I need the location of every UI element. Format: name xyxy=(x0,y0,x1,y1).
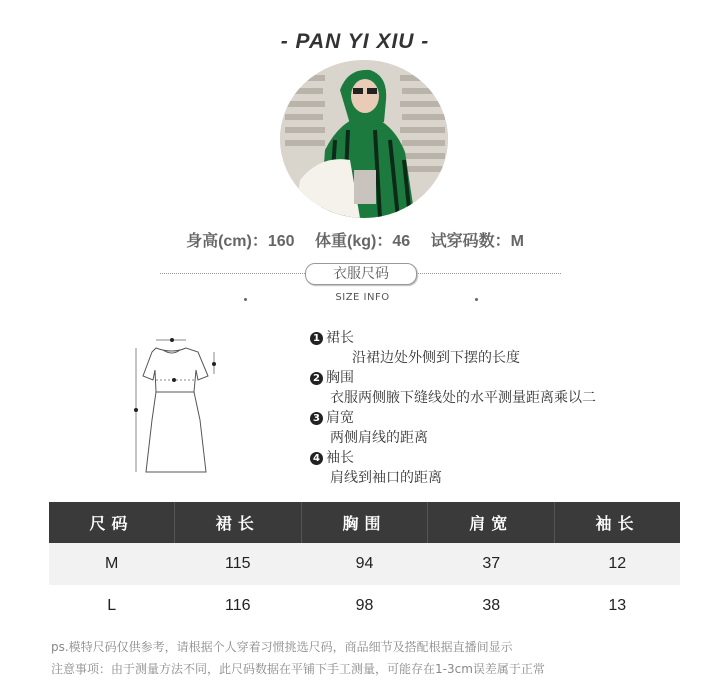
cell-shoulder: 37 xyxy=(428,543,555,585)
cell-size: L xyxy=(107,597,117,614)
table-row xyxy=(49,543,680,585)
note-2-title xyxy=(310,368,596,388)
size-table xyxy=(49,502,680,627)
footer-note-1: ps.模特尺码仅供参考，请根据个人穿着习惯挑选尺码，商品细节及搭配根据直播间显示 xyxy=(51,640,513,654)
note-3-title xyxy=(310,408,596,428)
col-length: 裙长 xyxy=(174,502,301,543)
model-stats xyxy=(0,228,710,251)
divider-right xyxy=(416,273,561,274)
note-label: 袖长 xyxy=(326,450,354,466)
note-2-desc: 衣服两侧腋下缝线处的水平测量距离乘以二 xyxy=(330,390,596,406)
table-row xyxy=(49,585,680,627)
table-header-row xyxy=(49,502,680,543)
section-subtitle: SIZE INFO xyxy=(335,292,390,303)
section-title: 衣服尺码 xyxy=(305,263,417,285)
cell-length: 115 xyxy=(174,543,301,585)
note-label: 胸围 xyxy=(326,370,354,386)
number-1-icon: 1 xyxy=(310,332,323,345)
number-2-icon: 2 xyxy=(310,372,323,385)
number-3-icon: 3 xyxy=(310,412,323,425)
cell-sleeve: 13 xyxy=(608,597,627,614)
cell-shoulder: 38 xyxy=(482,597,501,614)
model-photo xyxy=(280,60,448,218)
decor-dot-right xyxy=(475,298,478,301)
note-1-desc: 沿裙边处外侧到下摆的长度 xyxy=(352,350,520,366)
note-3-desc: 两侧肩线的距离 xyxy=(330,430,428,446)
model-height: 身高(cm)：160 xyxy=(186,233,295,250)
divider-left xyxy=(160,273,305,274)
dress-diagram xyxy=(128,330,228,484)
brand-title: - PAN YI XIU - xyxy=(280,30,430,53)
col-bust: 胸围 xyxy=(301,502,428,543)
note-4-title xyxy=(310,448,596,468)
col-sleeve: 袖长 xyxy=(555,502,680,543)
note-4-desc: 肩线到袖口的距离 xyxy=(330,470,442,486)
note-label: 裙长 xyxy=(326,330,354,346)
number-4-icon: 4 xyxy=(310,452,323,465)
cell-bust: 98 xyxy=(355,597,374,614)
col-size: 尺码 xyxy=(49,502,174,543)
cell-sleeve: 12 xyxy=(555,543,680,585)
footer-note-2: 注意事项：由于测量方法不同，此尺码数据在平铺下手工测量，可能存在1-3cm误差属于正常 xyxy=(51,662,545,676)
model-weight: 体重(kg)：46 xyxy=(315,233,411,250)
measurement-notes xyxy=(310,328,596,488)
col-shoulder: 肩宽 xyxy=(428,502,555,543)
note-1-title xyxy=(310,328,596,348)
cell-length: 116 xyxy=(225,597,251,614)
model-size: 试穿码数：M xyxy=(430,233,524,250)
cell-size: M xyxy=(49,543,174,585)
note-label: 肩宽 xyxy=(326,410,354,426)
cell-bust: 94 xyxy=(301,543,428,585)
